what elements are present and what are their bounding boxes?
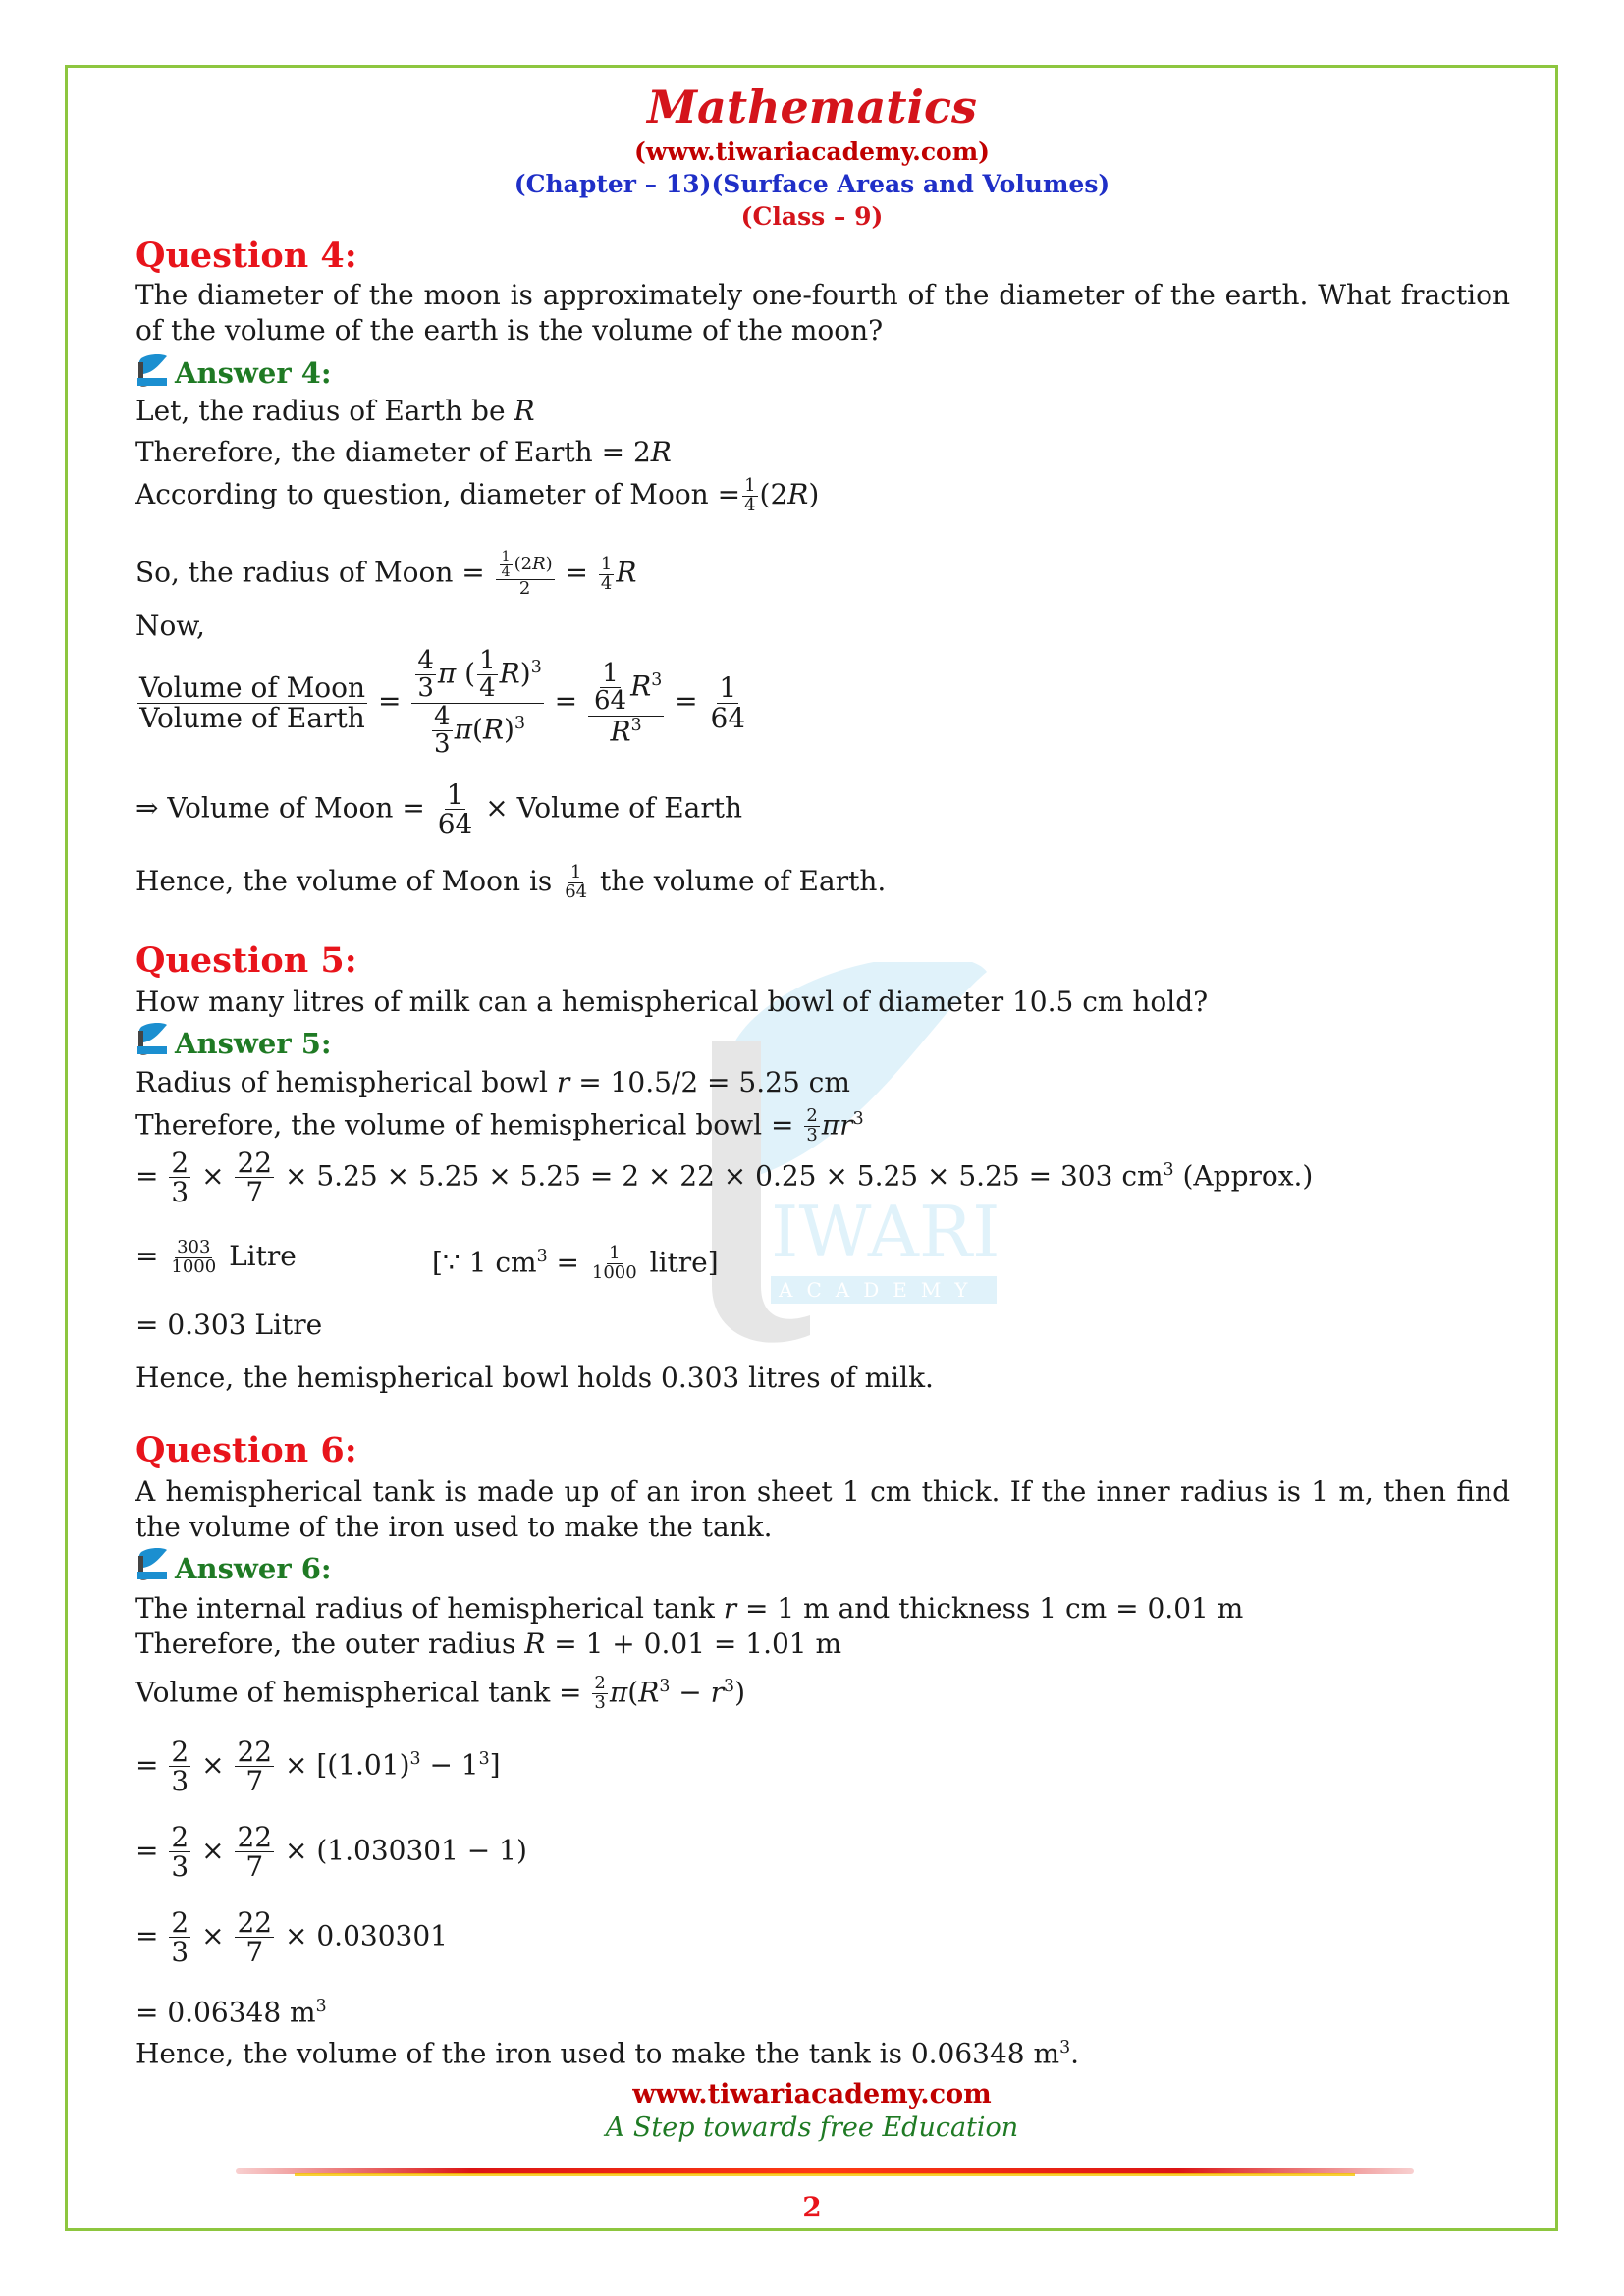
q4-conclusion: Hence, the volume of Moon is $\frac{1}{64}$ the volume of Earth. bbox=[135, 862, 887, 902]
q4-line-moon-radius: So, the radius of Moon = $\frac{1}{4}$ (2R) 2 = $\frac{1}{4}$ R bbox=[135, 549, 637, 600]
q5-conversion-note: [∵ 1 $cm^3$ = $\frac{1}{1000}$ litre] bbox=[432, 1243, 719, 1284]
q6-step-3: = $\frac{2}{3}$ × $\frac{22}{7}$ × 0.030301 bbox=[135, 1906, 448, 1969]
q6-step-2: = $\frac{2}{3}$ × $\frac{22}{7}$ × (1.030301 − 1) bbox=[135, 1821, 527, 1884]
question-4-heading: Question 4: bbox=[135, 236, 357, 276]
page-header bbox=[0, 79, 1624, 233]
q5-volume-formula-line: Therefore, the volume of hemispherical bowl = $\frac{2}{3}$ $\pi r^3$ bbox=[135, 1105, 864, 1147]
header-site[interactable]: (www.tiwariacademy.com) bbox=[633, 137, 990, 166]
question-5-text: How many litres of milk can a hemispherical bowl of diameter 10.5 cm hold? bbox=[135, 986, 1209, 1018]
q4-volume-ratio-equation: $\frac{\text{Volume of Moon}}{\text{Volume of Earth}}$ = $\frac{4}{3}$ π ( $\frac{1}{4}$ R)$^3$ $\frac{4}{3}$ $\pi(R)^3$ = $\frac{1}{64}$ $R^3$ $R^3$ = $\frac{1}{64}$ bbox=[139, 646, 746, 759]
q4-line-now: Now, bbox=[135, 610, 205, 642]
q4-implies-line: ⇒ Volume of Moon = $\frac{1}{64}$ × Volume of Earth bbox=[135, 778, 743, 841]
question-4-text: The diameter of the moon is approximately one-fourth of the diameter of the earth. What fraction of the volume of the earth is the volume of the moon? bbox=[135, 279, 1510, 347]
q5-litre-line: = $\frac{303}{1000}$ Litre bbox=[135, 1237, 297, 1277]
q6-step-1: = $\frac{2}{3}$ × $\frac{22}{7}$ × $[(1.01)^3 - 1^3]$ bbox=[135, 1735, 501, 1798]
answer-leaf-icon bbox=[135, 1023, 169, 1056]
q6-result-line: = 0.06348 $m^3$ bbox=[135, 1996, 327, 2029]
question-6-text: A hemispherical tank is made up of an iron sheet 1 cm thick. If the inner radius is 1 m, then find the volume of the iron used to make the tank. bbox=[135, 1475, 1510, 1543]
q5-result-line: = 0.303 Litre bbox=[135, 1308, 323, 1341]
answer-4-heading: Answer 4: bbox=[175, 356, 332, 390]
answer-6-heading: Answer 6: bbox=[175, 1552, 332, 1585]
footer-tagline: A Step towards free Education bbox=[605, 2112, 1019, 2143]
q4-line-radius: Let, the radius of Earth be R bbox=[135, 395, 535, 427]
q6-volume-formula-line: Volume of hemispherical tank = $\frac{2}{3}$ $\pi(R^3 - r^3)$ bbox=[135, 1673, 745, 1714]
watermark-sub: ACADEMY bbox=[779, 1278, 982, 1302]
question-6-heading: Question 6: bbox=[135, 1430, 357, 1470]
footer-site-link[interactable]: www.tiwariacademy.com bbox=[632, 2079, 992, 2109]
q5-conclusion: Hence, the hemispherical bowl holds 0.303 litres of milk. bbox=[135, 1362, 934, 1394]
q6-conclusion: Hence, the volume of the iron used to make the tank is 0.06348 $m^3$. bbox=[135, 2037, 1080, 2070]
q5-calculation-line: = $\frac{2}{3}$ × $\frac{22}{7}$ × 5.25 × 5.25 × 5.25 = 2 × 22 × 0.25 × 5.25 × 5.25 = 303 $cm^3$ (Approx.) bbox=[135, 1147, 1314, 1209]
page-title: Mathematics bbox=[647, 80, 977, 133]
footer-divider-accent bbox=[295, 2173, 1355, 2176]
q5-radius-line: Radius of hemispherical bowl r = 10.5/2 = 5.25 cm bbox=[135, 1066, 850, 1098]
page-number: 2 bbox=[802, 2191, 822, 2223]
q6-internal-radius-line: The internal radius of hemispherical tank r = 1 m and thickness 1 cm = 0.01 m bbox=[135, 1592, 1244, 1625]
q4-line-moon-diameter: According to question, diameter of Moon = $\frac{1}{4}$ (2R) bbox=[135, 475, 820, 515]
answer-leaf-icon bbox=[135, 1548, 169, 1581]
q6-outer-radius-line: Therefore, the outer radius R = 1 + 0.01 = 1.01 m bbox=[135, 1628, 842, 1660]
answer-leaf-icon bbox=[135, 354, 169, 388]
answer-5-heading: Answer 5: bbox=[175, 1027, 332, 1060]
header-chapter: (Chapter – 13)(Surface Areas and Volumes) bbox=[514, 170, 1110, 198]
watermark-brand: IWARI bbox=[771, 1191, 1001, 1273]
question-5-heading: Question 5: bbox=[135, 940, 357, 981]
q4-line-diameter: Therefore, the diameter of Earth = 2R bbox=[135, 436, 672, 468]
header-class: (Class – 9) bbox=[740, 202, 884, 231]
